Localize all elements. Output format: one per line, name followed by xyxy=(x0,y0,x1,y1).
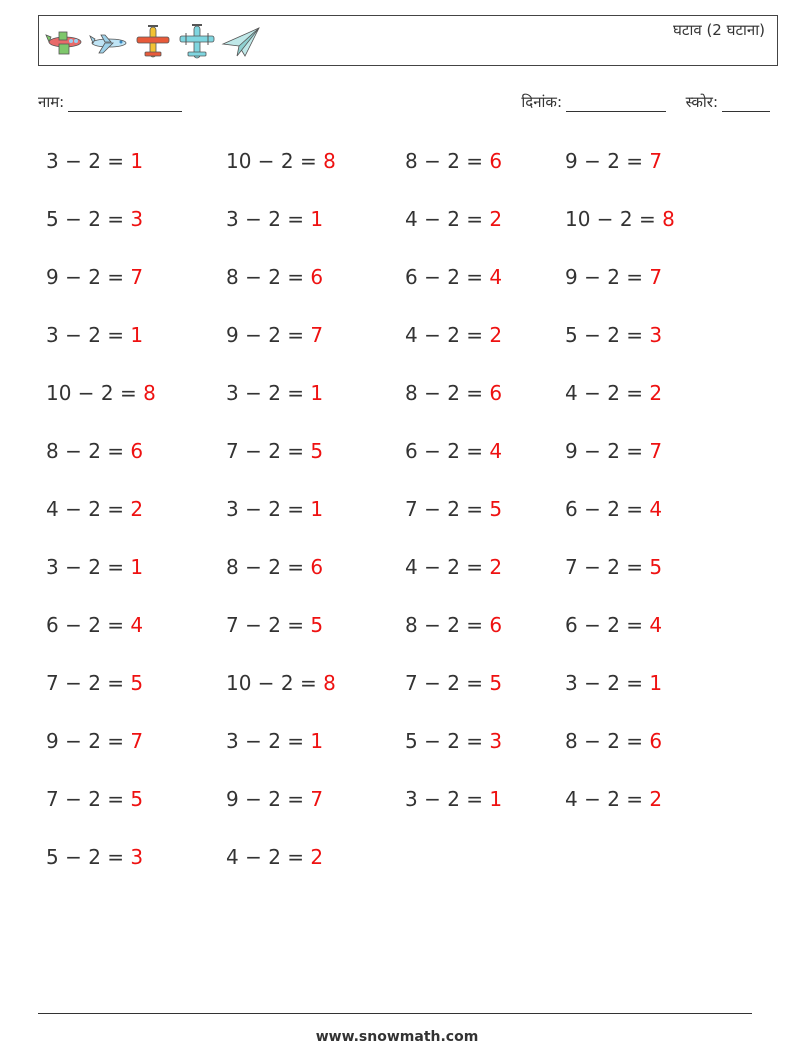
problem-question: 8 − 2 = xyxy=(405,613,490,637)
problem-item xyxy=(46,837,226,895)
name-label: नाम: xyxy=(38,93,65,111)
problem-question: 5 − 2 = xyxy=(405,729,490,753)
problem-question: 9 − 2 = xyxy=(46,265,131,289)
problem-item xyxy=(565,489,745,547)
problem-answer: 2 xyxy=(489,207,503,231)
problem-question: 4 − 2 = xyxy=(405,207,490,231)
problem-answer: 7 xyxy=(310,323,324,347)
problem-question: 6 − 2 = xyxy=(405,265,490,289)
problem-item xyxy=(565,257,745,315)
score-label: स्कोर: xyxy=(685,93,718,111)
problem-question: 3 − 2 = xyxy=(226,729,311,753)
problem-question: 9 − 2 = xyxy=(565,439,650,463)
problem-question: 9 − 2 = xyxy=(226,323,311,347)
problem-item xyxy=(565,605,745,663)
problem-answer: 1 xyxy=(489,787,503,811)
problem-item xyxy=(46,721,226,779)
problem-item xyxy=(565,373,745,431)
problem-question: 3 − 2 = xyxy=(46,555,131,579)
problem-item xyxy=(405,721,565,779)
problem-answer: 6 xyxy=(130,439,144,463)
problem-answer: 7 xyxy=(310,787,324,811)
problem-question: 6 − 2 = xyxy=(565,613,650,637)
problem-answer: 1 xyxy=(130,555,144,579)
problem-answer: 8 xyxy=(143,381,156,405)
paper-plane-icon xyxy=(219,22,263,62)
problem-answer: 4 xyxy=(489,265,503,289)
problem-answer: 6 xyxy=(310,555,324,579)
name-blank[interactable] xyxy=(68,95,182,112)
problem-answer: 2 xyxy=(649,787,663,811)
problem-answer: 4 xyxy=(649,497,663,521)
problem-answer: 1 xyxy=(649,671,663,695)
problem-item xyxy=(565,431,745,489)
problem-answer: 4 xyxy=(130,613,144,637)
problem-grid xyxy=(46,141,746,895)
worksheet-header xyxy=(38,15,778,66)
problem-question: 7 − 2 = xyxy=(226,613,311,637)
date-score-fields xyxy=(521,92,770,112)
date-label: दिनांक: xyxy=(521,93,562,111)
problem-item xyxy=(405,373,565,431)
problem-answer: 4 xyxy=(649,613,663,637)
problem-answer: 7 xyxy=(649,439,663,463)
problem-question: 9 − 2 = xyxy=(226,787,311,811)
problem-question: 7 − 2 = xyxy=(565,555,650,579)
problem-question: 4 − 2 = xyxy=(405,323,490,347)
problem-question: 4 − 2 = xyxy=(46,497,131,521)
problem-item xyxy=(46,779,226,837)
problem-question: 7 − 2 = xyxy=(405,671,490,695)
problem-answer: 2 xyxy=(489,555,503,579)
problem-question: 10 − 2 = xyxy=(226,149,324,173)
problem-item xyxy=(405,199,565,257)
problem-answer: 4 xyxy=(489,439,503,463)
problem-answer: 3 xyxy=(130,207,144,231)
problem-item xyxy=(405,605,565,663)
problem-question: 4 − 2 = xyxy=(226,845,311,869)
problem-question: 8 − 2 = xyxy=(405,381,490,405)
problem-answer: 8 xyxy=(662,207,675,231)
problem-item xyxy=(405,663,565,721)
problem-item xyxy=(226,663,405,721)
jet-icon xyxy=(87,22,131,62)
problem-item xyxy=(226,605,405,663)
problem-item xyxy=(226,721,405,779)
problem-item xyxy=(46,605,226,663)
problem-item xyxy=(405,547,565,605)
problem-answer: 7 xyxy=(649,265,663,289)
problem-answer: 5 xyxy=(649,555,663,579)
problem-question: 4 − 2 = xyxy=(565,381,650,405)
problem-answer: 3 xyxy=(489,729,503,753)
problem-question: 6 − 2 = xyxy=(46,613,131,637)
problem-answer: 6 xyxy=(310,265,324,289)
problem-answer: 3 xyxy=(130,845,144,869)
score-blank[interactable] xyxy=(722,95,770,112)
problem-question: 6 − 2 = xyxy=(565,497,650,521)
problem-question: 3 − 2 = xyxy=(226,381,311,405)
problem-item xyxy=(46,547,226,605)
problem-question: 9 − 2 = xyxy=(46,729,131,753)
problem-item xyxy=(46,257,226,315)
problem-question: 7 − 2 = xyxy=(405,497,490,521)
problem-item xyxy=(226,373,405,431)
problem-question: 10 − 2 = xyxy=(565,207,663,231)
name-field xyxy=(38,92,182,112)
problem-item xyxy=(226,489,405,547)
problem-question: 8 − 2 = xyxy=(46,439,131,463)
problem-question: 7 − 2 = xyxy=(46,787,131,811)
problem-question: 10 − 2 = xyxy=(46,381,144,405)
footer-url: www.snowmath.com xyxy=(315,1029,479,1045)
problem-answer: 2 xyxy=(130,497,144,521)
problem-item xyxy=(405,779,565,837)
problem-answer: 2 xyxy=(310,845,324,869)
problem-answer: 8 xyxy=(323,149,336,173)
airplane-icon xyxy=(43,22,87,62)
problem-item xyxy=(226,199,405,257)
problem-answer: 1 xyxy=(310,207,324,231)
problem-answer: 6 xyxy=(489,381,503,405)
problem-answer: 7 xyxy=(130,729,144,753)
problem-question: 9 − 2 = xyxy=(565,149,650,173)
problem-item xyxy=(46,141,226,199)
problem-item xyxy=(565,141,745,199)
problem-item xyxy=(405,489,565,547)
biplane-icon xyxy=(175,22,219,62)
problem-answer: 5 xyxy=(310,613,324,637)
problem-answer: 1 xyxy=(130,323,144,347)
problem-answer: 5 xyxy=(310,439,324,463)
problem-item xyxy=(226,141,405,199)
problem-item xyxy=(565,779,745,837)
problem-item xyxy=(565,547,745,605)
problem-question: 8 − 2 = xyxy=(405,149,490,173)
problem-question: 3 − 2 = xyxy=(46,323,131,347)
problem-question: 5 − 2 = xyxy=(46,207,131,231)
problem-question: 7 − 2 = xyxy=(46,671,131,695)
problem-answer: 2 xyxy=(489,323,503,347)
problem-question: 4 − 2 = xyxy=(565,787,650,811)
problem-item xyxy=(565,199,745,257)
problem-question: 7 − 2 = xyxy=(226,439,311,463)
problem-question: 5 − 2 = xyxy=(565,323,650,347)
problem-answer: 1 xyxy=(310,381,324,405)
problem-question: 4 − 2 = xyxy=(405,555,490,579)
problem-answer: 5 xyxy=(489,671,503,695)
problem-item xyxy=(565,663,745,721)
problem-answer: 8 xyxy=(323,671,336,695)
problem-answer: 5 xyxy=(489,497,503,521)
problem-item xyxy=(565,721,745,779)
problem-item xyxy=(46,199,226,257)
problem-answer: 2 xyxy=(649,381,663,405)
problem-item xyxy=(226,837,405,895)
problem-question: 8 − 2 = xyxy=(565,729,650,753)
problem-item xyxy=(46,663,226,721)
problem-item xyxy=(405,141,565,199)
worksheet-title: घटाव (2 घटाना) xyxy=(673,21,765,39)
propeller-plane-icon xyxy=(131,22,175,62)
problem-item xyxy=(46,431,226,489)
problem-item xyxy=(405,315,565,373)
problem-item xyxy=(226,431,405,489)
problem-item xyxy=(46,489,226,547)
problem-question: 3 − 2 = xyxy=(226,207,311,231)
problem-answer: 1 xyxy=(130,149,144,173)
problem-item xyxy=(405,431,565,489)
footer-divider xyxy=(38,1013,752,1014)
problem-question: 3 − 2 = xyxy=(405,787,490,811)
problem-answer: 6 xyxy=(489,149,503,173)
problem-item xyxy=(226,779,405,837)
problem-answer: 7 xyxy=(130,265,144,289)
problem-item xyxy=(46,373,226,431)
problem-question: 8 − 2 = xyxy=(226,555,311,579)
problem-item xyxy=(405,257,565,315)
date-blank[interactable] xyxy=(566,95,666,112)
problem-question: 9 − 2 = xyxy=(565,265,650,289)
problem-question: 6 − 2 = xyxy=(405,439,490,463)
icon-strip xyxy=(43,22,263,62)
problem-item xyxy=(226,315,405,373)
problem-item xyxy=(226,547,405,605)
problem-answer: 1 xyxy=(310,497,324,521)
problem-answer: 5 xyxy=(130,787,144,811)
problem-question: 3 − 2 = xyxy=(46,149,131,173)
problem-question: 3 − 2 = xyxy=(226,497,311,521)
problem-question: 5 − 2 = xyxy=(46,845,131,869)
problem-item xyxy=(565,315,745,373)
problem-question: 10 − 2 = xyxy=(226,671,324,695)
problem-question: 8 − 2 = xyxy=(226,265,311,289)
problem-answer: 6 xyxy=(489,613,503,637)
problem-answer: 5 xyxy=(130,671,144,695)
problem-item xyxy=(46,315,226,373)
problem-item xyxy=(226,257,405,315)
problem-answer: 6 xyxy=(649,729,663,753)
problem-answer: 7 xyxy=(649,149,663,173)
problem-answer: 3 xyxy=(649,323,663,347)
problem-question: 3 − 2 = xyxy=(565,671,650,695)
problem-answer: 1 xyxy=(310,729,324,753)
